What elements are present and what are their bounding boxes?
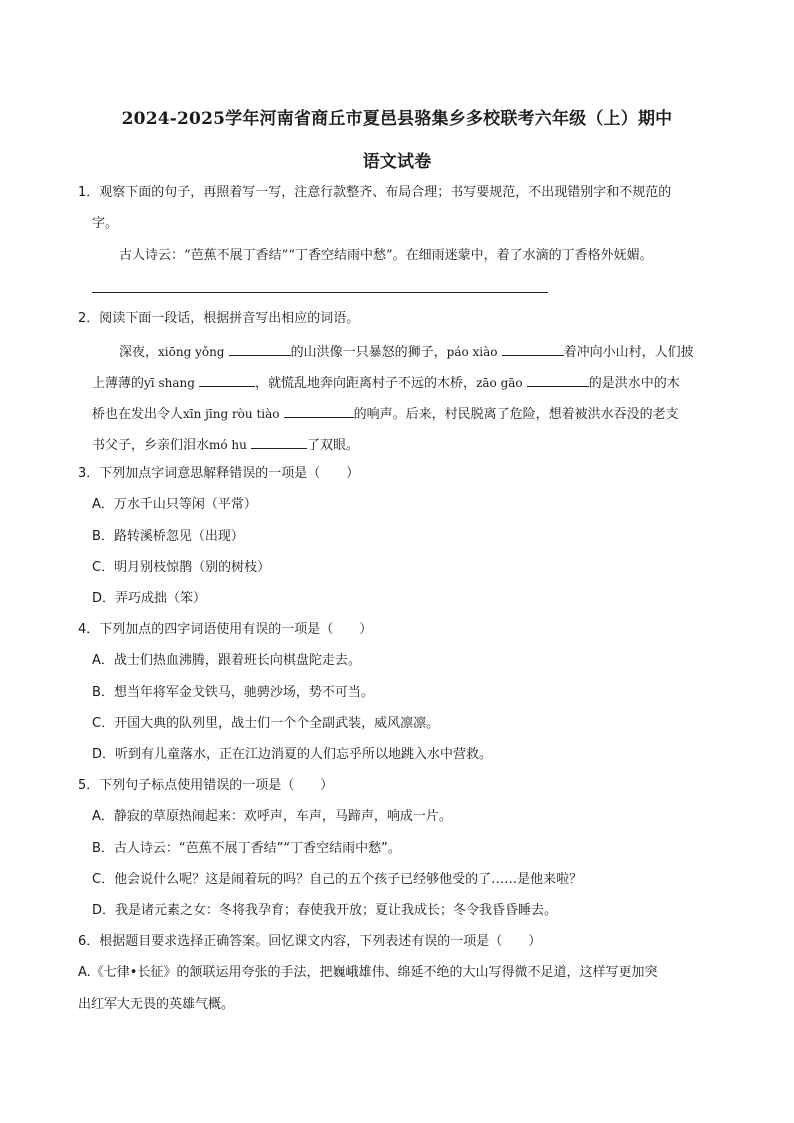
q5-stem: 5．下列句子标点使用错误的一项是（ ） <box>78 778 334 793</box>
pinyin-xiongyong: xiōng yǒng <box>158 345 225 359</box>
passage-text: 深夜， <box>119 345 159 360</box>
answer-blank-6[interactable] <box>251 434 307 449</box>
q4-option-d[interactable]: D．听到有儿童落水，正在江边消夏的人们忘乎所以地跳入水中营救。 <box>92 747 493 762</box>
page-subtitle: 语文试卷 <box>362 152 432 172</box>
answer-blank-2[interactable] <box>502 341 564 356</box>
pinyin-paoxiao: páo xiào <box>446 345 498 359</box>
passage-text: 上薄薄的 <box>92 376 145 391</box>
q5-option-a[interactable]: A．静寂的草原热闹起来：欢呼声，车声，马蹄声，响成一片。 <box>92 809 452 824</box>
q6-stem: 6．根据题目要求选择正确答案。回忆课文内容，下列表述有误的一项是（ ） <box>78 934 542 949</box>
q6-option-a-cont: 出红军大无畏的英雄气概。 <box>78 997 235 1012</box>
q1-stem: 1．观察下面的句子，再照着写一写，注意行款整齐、布局合理；书写要规范，不出现错别字和不规范的 <box>78 185 672 200</box>
pinyin-zaogao: zāo gāo <box>476 376 523 390</box>
passage-text: ，就慌乱地奔向距离村子不远的木桥， <box>255 376 477 391</box>
q3-option-d[interactable]: D．弄巧成拙（笨） <box>92 591 207 606</box>
q3-stem: 3．下列加点字词意思解释错误的一项是（ ） <box>78 466 360 481</box>
q4-option-b[interactable]: B．想当年将军金戈铁马，驰骋沙场，势不可当。 <box>92 685 374 700</box>
q1-example-sentence: 古人诗云：“芭蕉不展丁香结”“丁香空结雨中愁”。在细雨迷蒙中，着了水滴的丁香格外妩媚。 <box>119 248 653 263</box>
page-title: 2024-2025学年河南省商丘市夏邑县骆集乡多校联考六年级（上）期中 <box>121 109 673 129</box>
passage-text: 的是洪水中的木 <box>588 376 680 391</box>
passage-text: 书父子，乡亲们泪水 <box>92 438 210 453</box>
q2-stem: 2．阅读下面一段话，根据拼音写出相应的词语。 <box>78 311 360 326</box>
q4-option-a[interactable]: A．战士们热血沸腾，跟着班长向棋盘陀走去。 <box>92 653 361 668</box>
passage-text: 的山洪像一只暴怒的狮子， <box>290 345 447 360</box>
passage-text: 桥也在发出令人 <box>92 407 184 422</box>
q2-passage-line-4 <box>92 434 359 455</box>
q5-option-c[interactable]: C．他会说什么呢？这是闹着玩的吗？自己的五个孩子已经够他受的了……是他来啦？ <box>92 872 583 887</box>
q2-passage-line-1 <box>119 341 694 362</box>
q5-option-b[interactable]: B．古人诗云：“芭蕉不展丁香结”“丁香空结雨中愁”。 <box>92 841 401 856</box>
answer-blank-1[interactable] <box>229 341 291 356</box>
answer-blank-5[interactable] <box>284 403 354 418</box>
pinyin-xinjingroutiao: xīn jīng ròu tiào <box>183 407 280 421</box>
q3-option-b[interactable]: B．路转溪桥忽见（出现） <box>92 529 244 544</box>
answer-blank-4[interactable] <box>527 372 589 387</box>
answer-blank-3[interactable] <box>199 372 255 387</box>
q2-passage-line-2 <box>92 372 680 393</box>
q1-answer-line[interactable] <box>92 292 548 293</box>
q4-stem: 4．下列加点的四字词语使用有误的一项是（ ） <box>78 622 373 637</box>
q3-option-a[interactable]: A．万水千山只等闲（平常） <box>92 497 257 512</box>
passage-text: 了双眼。 <box>307 438 360 453</box>
q1-stem-cont: 字。 <box>92 216 119 231</box>
pinyin-mohu: mó hu <box>209 438 247 452</box>
q5-option-d[interactable]: D．我是诸元素之女：冬将我孕育；春使我开放；夏让我成长；冬令我昏昏睡去。 <box>92 903 558 918</box>
pinyin-yishang: yī shang <box>144 376 195 390</box>
q3-option-c[interactable]: C．明月别枝惊鹊（别的树枝） <box>92 560 271 575</box>
passage-text: 的响声。后来，村民脱离了危险，想着被洪水吞没的老支 <box>353 407 679 422</box>
q4-option-c[interactable]: C．开国大典的队列里，战士们一个个全副武装，威风凛凛。 <box>92 716 440 731</box>
passage-text: 着冲向小山村，人们披 <box>563 345 694 360</box>
q2-passage-line-3 <box>92 403 679 424</box>
q6-option-a[interactable]: A.《七律•长征》的颔联运用夸张的手法，把巍峨雄伟、绵延不绝的大山写得微不足道，这样写更加突 <box>78 965 658 980</box>
